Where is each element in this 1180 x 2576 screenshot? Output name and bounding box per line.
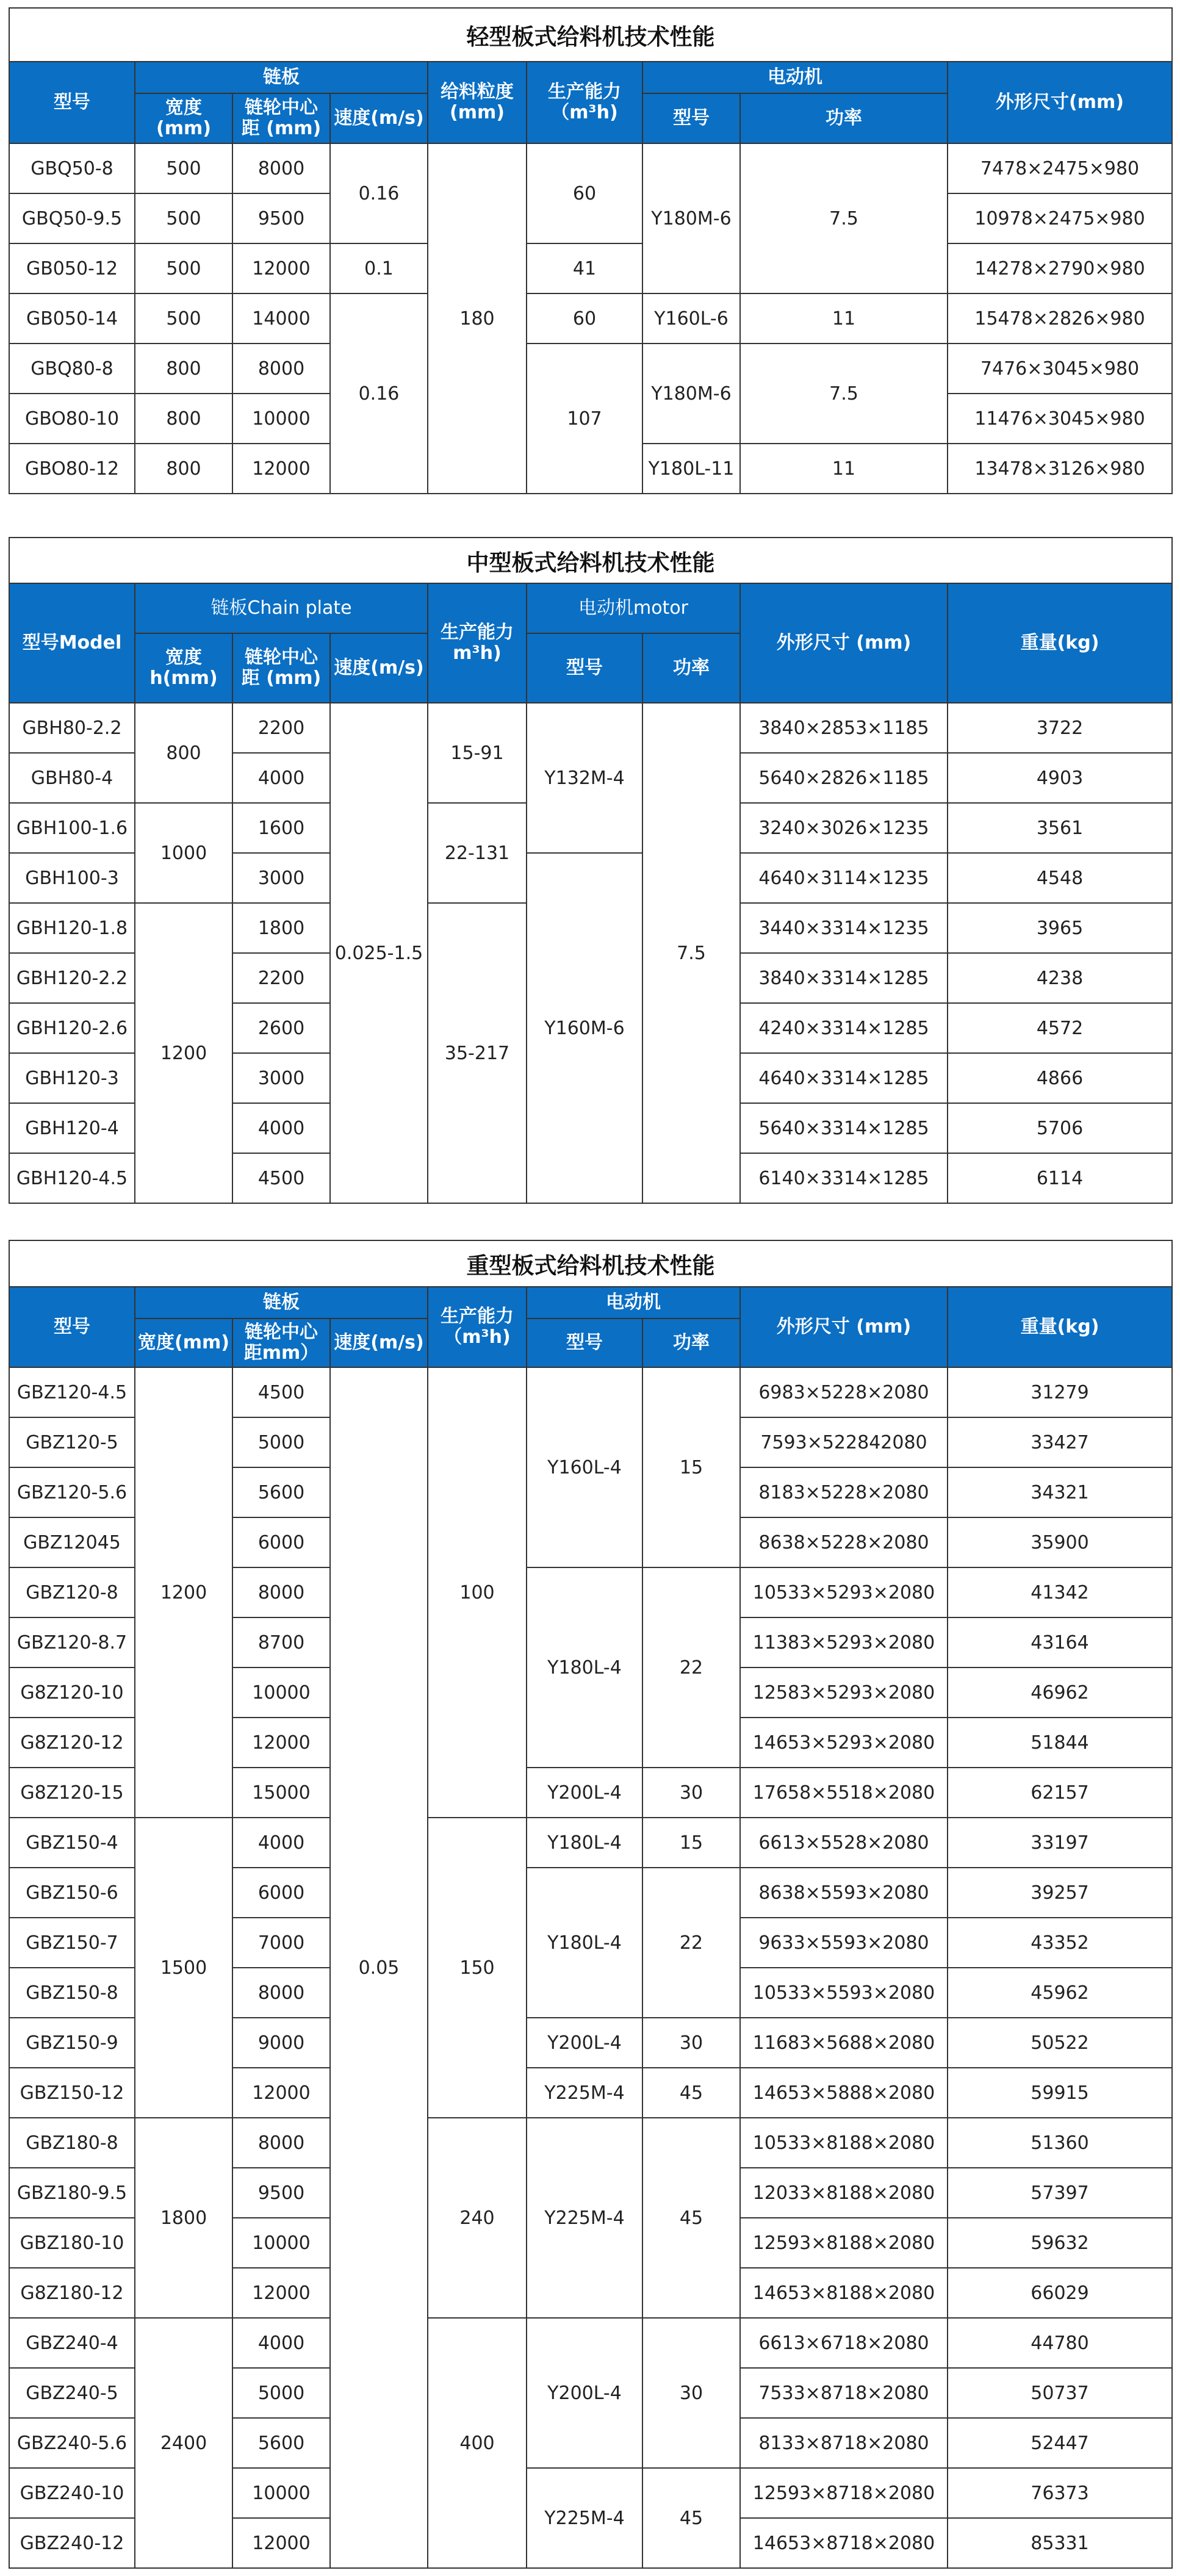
dimensions-cell: 10533×8188×2080 <box>740 2118 948 2168</box>
width-cell: 500 <box>135 243 232 293</box>
power-cell: 30 <box>642 1768 740 1818</box>
speed-cell: 0.05 <box>330 1367 428 2568</box>
model-cell: GBZ240-12 <box>9 2518 135 2568</box>
width-cell: 800 <box>135 344 232 394</box>
weight-cell: 39257 <box>948 1868 1172 1918</box>
dimensions-cell: 6613×5528×2080 <box>740 1818 948 1868</box>
power-cell: 7.5 <box>740 143 948 293</box>
power-cell: 22 <box>642 1567 740 1768</box>
table-row <box>9 2318 1172 2368</box>
model-cell: G8Z120-12 <box>9 1718 135 1768</box>
power-cell: 15 <box>642 1818 740 1868</box>
model-cell: GBZ240-5.6 <box>9 2418 135 2468</box>
center-cell: 3000 <box>232 1053 330 1103</box>
motor-model-cell: Y160L-6 <box>642 293 740 344</box>
dimensions-cell: 5640×3314×1285 <box>740 1103 948 1153</box>
motor-model-cell: Y180L-4 <box>527 1818 642 1868</box>
model-cell: GBZ240-4 <box>9 2318 135 2368</box>
table-row <box>9 243 1172 293</box>
header-speed: 速度(m/s) <box>330 93 428 143</box>
light-table-title: 轻型板式给料机技术性能 <box>9 8 1172 62</box>
model-cell: GBZ180-9.5 <box>9 2168 135 2218</box>
center-cell: 12000 <box>232 2268 330 2318</box>
weight-cell: 44780 <box>948 2318 1172 2368</box>
width-cell: 1200 <box>135 1367 232 1818</box>
light-feeder-table-block <box>9 7 1171 494</box>
center-cell: 4000 <box>232 1818 330 1868</box>
center-cell: 6000 <box>232 1517 330 1567</box>
weight-cell: 51360 <box>948 2118 1172 2168</box>
weight-cell: 3561 <box>948 803 1172 853</box>
width-cell: 500 <box>135 293 232 344</box>
center-cell: 5600 <box>232 1467 330 1517</box>
center-cell: 10000 <box>232 1668 330 1718</box>
header-width: 宽度 h(mm) <box>135 633 232 703</box>
header-sprocket-center: 链轮中心 距 (mm) <box>232 633 330 703</box>
weight-cell: 76373 <box>948 2468 1172 2518</box>
center-cell: 7000 <box>232 1918 330 1968</box>
center-cell: 6000 <box>232 1868 330 1918</box>
header-granularity: 给料粒度 (mm) <box>428 62 527 143</box>
dimensions-cell: 14653×8188×2080 <box>740 2268 948 2318</box>
header-model: 型号 <box>9 1287 135 1367</box>
weight-cell: 4903 <box>948 753 1172 803</box>
header-model: 型号 <box>9 62 135 143</box>
header-motor: 电动机motor <box>527 583 740 633</box>
power-cell: 30 <box>642 2318 740 2468</box>
dimensions-cell: 11383×5293×2080 <box>740 1617 948 1668</box>
center-cell: 8000 <box>232 143 330 193</box>
header-model: 型号Model <box>9 583 135 703</box>
header-sprocket-center: 链轮中心 距mm） <box>232 1319 330 1367</box>
width-cell: 1200 <box>135 903 232 1203</box>
header-dimensions: 外形尺寸(mm) <box>948 62 1172 143</box>
center-cell: 12000 <box>232 2518 330 2568</box>
capacity-cell: 35-217 <box>428 903 527 1203</box>
weight-cell: 33197 <box>948 1818 1172 1868</box>
center-cell: 5600 <box>232 2418 330 2468</box>
weight-cell: 43164 <box>948 1617 1172 1668</box>
motor-model-cell: Y225M-4 <box>527 2468 642 2568</box>
power-cell: 30 <box>642 2018 740 2068</box>
dimensions-cell: 15478×2826×980 <box>948 293 1172 344</box>
weight-cell: 4866 <box>948 1053 1172 1103</box>
center-cell: 10000 <box>232 2218 330 2268</box>
power-cell: 11 <box>740 444 948 494</box>
dimensions-cell: 8133×8718×2080 <box>740 2418 948 2468</box>
model-cell: GBO80-12 <box>9 444 135 494</box>
dimensions-cell: 3240×3026×1235 <box>740 803 948 853</box>
header-width: 宽度 (mm) <box>135 93 232 143</box>
dimensions-cell: 4640×3314×1285 <box>740 1053 948 1103</box>
dimensions-cell: 10533×5593×2080 <box>740 1968 948 2018</box>
dimensions-cell: 8183×5228×2080 <box>740 1467 948 1517</box>
motor-model-cell: Y180L-4 <box>527 1868 642 2018</box>
weight-cell: 3965 <box>948 903 1172 953</box>
model-cell: GBZ150-7 <box>9 1918 135 1968</box>
weight-cell: 4572 <box>948 1003 1172 1053</box>
medium-feeder-table-block <box>9 537 1171 1204</box>
dimensions-cell: 9633×5593×2080 <box>740 1918 948 1968</box>
motor-model-cell: Y225M-4 <box>527 2068 642 2118</box>
dimensions-cell: 12033×8188×2080 <box>740 2168 948 2218</box>
model-cell: GBZ120-8.7 <box>9 1617 135 1668</box>
header-weight: 重量(kg) <box>948 583 1172 703</box>
power-cell: 11 <box>740 293 948 344</box>
center-cell: 8700 <box>232 1617 330 1668</box>
model-cell: GBH120-4.5 <box>9 1153 135 1203</box>
weight-cell: 43352 <box>948 1918 1172 1968</box>
power-cell: 45 <box>642 2068 740 2118</box>
header-motor-model: 型号 <box>642 93 740 143</box>
dimensions-cell: 7533×8718×2080 <box>740 2368 948 2418</box>
center-cell: 9000 <box>232 2018 330 2068</box>
power-cell: 7.5 <box>642 703 740 1203</box>
weight-cell: 66029 <box>948 2268 1172 2318</box>
dimensions-cell: 3840×3314×1285 <box>740 953 948 1003</box>
width-cell: 1500 <box>135 1818 232 2118</box>
dimensions-cell: 11476×3045×980 <box>948 394 1172 444</box>
weight-cell: 57397 <box>948 2168 1172 2218</box>
table-row <box>9 1367 1172 1417</box>
model-cell: GBO80-10 <box>9 394 135 444</box>
heavy-table-title: 重型板式给料机技术性能 <box>9 1240 1172 1287</box>
motor-model-cell: Y180L-11 <box>642 444 740 494</box>
weight-cell: 4548 <box>948 853 1172 903</box>
table-row <box>9 143 1172 193</box>
header-chain-plate: 链板 <box>135 1287 428 1319</box>
header-power: 功率 <box>740 93 948 143</box>
speed-cell: 0.16 <box>330 143 428 243</box>
model-cell: GBZ150-6 <box>9 1868 135 1918</box>
model-cell: GBH80-2.2 <box>9 703 135 753</box>
center-cell: 10000 <box>232 394 330 444</box>
weight-cell: 51844 <box>948 1718 1172 1768</box>
motor-model-cell: Y200L-4 <box>527 2018 642 2068</box>
weight-cell: 50737 <box>948 2368 1172 2418</box>
capacity-cell: 107 <box>527 344 642 494</box>
dimensions-cell: 14653×8718×2080 <box>740 2518 948 2568</box>
width-cell: 500 <box>135 143 232 193</box>
dimensions-cell: 8638×5593×2080 <box>740 1868 948 1918</box>
capacity-cell: 150 <box>428 1818 527 2118</box>
model-cell: GBZ12045 <box>9 1517 135 1567</box>
weight-cell: 45962 <box>948 1968 1172 2018</box>
motor-model-cell: Y180L-4 <box>527 1567 642 1768</box>
center-cell: 5000 <box>232 1417 330 1467</box>
center-cell: 12000 <box>232 444 330 494</box>
center-cell: 2600 <box>232 1003 330 1053</box>
medium-feeder-table <box>9 537 1173 1204</box>
motor-model-cell: Y225M-4 <box>527 2118 642 2318</box>
weight-cell: 35900 <box>948 1517 1172 1567</box>
center-cell: 9500 <box>232 193 330 243</box>
weight-cell: 3722 <box>948 703 1172 753</box>
power-cell: 45 <box>642 2468 740 2568</box>
dimensions-cell: 11683×5688×2080 <box>740 2018 948 2068</box>
center-cell: 8000 <box>232 344 330 394</box>
capacity-cell: 22-131 <box>428 803 527 903</box>
weight-cell: 52447 <box>948 2418 1172 2468</box>
dimensions-cell: 4240×3314×1285 <box>740 1003 948 1053</box>
model-cell: GBQ50-9.5 <box>9 193 135 243</box>
center-cell: 12000 <box>232 2068 330 2118</box>
dimensions-cell: 3840×2853×1185 <box>740 703 948 753</box>
model-cell: GBH100-3 <box>9 853 135 903</box>
center-cell: 4500 <box>232 1367 330 1417</box>
model-cell: GBZ240-10 <box>9 2468 135 2518</box>
medium-table-title: 中型板式给料机技术性能 <box>9 538 1172 583</box>
power-cell: 15 <box>642 1367 740 1567</box>
dimensions-cell: 7476×3045×980 <box>948 344 1172 394</box>
dimensions-cell: 10533×5293×2080 <box>740 1567 948 1617</box>
motor-model-cell: Y200L-4 <box>527 1768 642 1818</box>
header-capacity: 生产能力 （m³h) <box>428 1287 527 1367</box>
header-speed: 速度(m/s) <box>330 1319 428 1367</box>
dimensions-cell: 5640×2826×1185 <box>740 753 948 803</box>
header-motor: 电动机 <box>642 62 948 93</box>
dimensions-cell: 14653×5293×2080 <box>740 1718 948 1768</box>
capacity-cell: 41 <box>527 243 642 293</box>
width-cell: 2400 <box>135 2318 232 2568</box>
speed-cell: 0.16 <box>330 293 428 494</box>
model-cell: GBH100-1.6 <box>9 803 135 853</box>
center-cell: 4000 <box>232 1103 330 1153</box>
center-cell: 12000 <box>232 243 330 293</box>
capacity-cell: 15-91 <box>428 703 527 803</box>
capacity-cell: 100 <box>428 1367 527 1818</box>
model-cell: G8Z180-12 <box>9 2268 135 2318</box>
dimensions-cell: 13478×3126×980 <box>948 444 1172 494</box>
weight-cell: 59632 <box>948 2218 1172 2268</box>
speed-cell: 0.025-1.5 <box>330 703 428 1203</box>
dimensions-cell: 10978×2475×980 <box>948 193 1172 243</box>
model-cell: GBZ120-8 <box>9 1567 135 1617</box>
model-cell: GBZ120-4.5 <box>9 1367 135 1417</box>
model-cell: GBH120-4 <box>9 1103 135 1153</box>
capacity-cell: 60 <box>527 293 642 344</box>
weight-cell: 4238 <box>948 953 1172 1003</box>
heavy-feeder-table <box>9 1240 1173 2569</box>
table-row <box>9 293 1172 344</box>
header-sprocket-center: 链轮中心 距 (mm) <box>232 93 330 143</box>
table-row <box>9 2118 1172 2168</box>
weight-cell: 62157 <box>948 1768 1172 1818</box>
weight-cell: 5706 <box>948 1103 1172 1153</box>
power-cell: 7.5 <box>740 344 948 444</box>
dimensions-cell: 4640×3114×1235 <box>740 853 948 903</box>
dimensions-cell: 6140×3314×1285 <box>740 1153 948 1203</box>
model-cell: G8Z120-15 <box>9 1768 135 1818</box>
dimensions-cell: 6613×6718×2080 <box>740 2318 948 2368</box>
dimensions-cell: 12583×5293×2080 <box>740 1668 948 1718</box>
weight-cell: 50522 <box>948 2018 1172 2068</box>
width-cell: 1800 <box>135 2118 232 2318</box>
model-cell: GBH120-3 <box>9 1053 135 1103</box>
header-chain-plate: 链板 <box>135 62 428 93</box>
header-chain-plate: 链板Chain plate <box>135 583 428 633</box>
header-motor-model: 型号 <box>527 633 642 703</box>
model-cell: GBZ150-8 <box>9 1968 135 2018</box>
center-cell: 4500 <box>232 1153 330 1203</box>
header-power: 功率 <box>642 633 740 703</box>
model-cell: GBH120-2.6 <box>9 1003 135 1053</box>
motor-model-cell: Y180M-6 <box>642 344 740 444</box>
power-cell: 22 <box>642 1868 740 2018</box>
center-cell: 4000 <box>232 2318 330 2368</box>
weight-cell: 33427 <box>948 1417 1172 1467</box>
width-cell: 800 <box>135 444 232 494</box>
center-cell: 10000 <box>232 2468 330 2518</box>
capacity-cell: 240 <box>428 2118 527 2318</box>
model-cell: GBH120-2.2 <box>9 953 135 1003</box>
header-motor-model: 型号 <box>527 1319 642 1367</box>
dimensions-cell: 7478×2475×980 <box>948 143 1172 193</box>
header-dimensions: 外形尺寸 (mm) <box>740 1287 948 1367</box>
model-cell: GBQ80-8 <box>9 344 135 394</box>
heavy-feeder-table-block <box>9 1240 1171 2569</box>
dimensions-cell: 8638×5228×2080 <box>740 1517 948 1567</box>
model-cell: GBH80-4 <box>9 753 135 803</box>
model-cell: GBZ180-8 <box>9 2118 135 2168</box>
weight-cell: 34321 <box>948 1467 1172 1517</box>
center-cell: 4000 <box>232 753 330 803</box>
table-row <box>9 703 1172 753</box>
model-cell: GB050-12 <box>9 243 135 293</box>
header-capacity: 生产能力 （m³h) <box>527 62 642 143</box>
header-speed: 速度(m/s) <box>330 633 428 703</box>
header-capacity: 生产能力 m³h) <box>428 583 527 703</box>
center-cell: 1800 <box>232 903 330 953</box>
model-cell: GBZ150-4 <box>9 1818 135 1868</box>
dimensions-cell: 7593×522842080 <box>740 1417 948 1467</box>
speed-cell: 0.1 <box>330 243 428 293</box>
header-power: 功率 <box>642 1319 740 1367</box>
model-cell: G8Z120-10 <box>9 1668 135 1718</box>
table-row <box>9 1818 1172 1868</box>
model-cell: GBQ50-8 <box>9 143 135 193</box>
center-cell: 8000 <box>232 2118 330 2168</box>
motor-model-cell: Y132M-4 <box>527 703 642 853</box>
center-cell: 12000 <box>232 1718 330 1768</box>
center-cell: 14000 <box>232 293 330 344</box>
model-cell: GB050-14 <box>9 293 135 344</box>
header-width: 宽度(mm) <box>135 1319 232 1367</box>
center-cell: 2200 <box>232 703 330 753</box>
model-cell: GBZ240-5 <box>9 2368 135 2418</box>
header-weight: 重量(kg) <box>948 1287 1172 1367</box>
granularity-cell: 180 <box>428 143 527 494</box>
weight-cell: 6114 <box>948 1153 1172 1203</box>
weight-cell: 31279 <box>948 1367 1172 1417</box>
model-cell: GBZ180-10 <box>9 2218 135 2268</box>
weight-cell: 41342 <box>948 1567 1172 1617</box>
weight-cell: 59915 <box>948 2068 1172 2118</box>
dimensions-cell: 12593×8188×2080 <box>740 2218 948 2268</box>
model-cell: GBH120-1.8 <box>9 903 135 953</box>
center-cell: 3000 <box>232 853 330 903</box>
power-cell: 45 <box>642 2118 740 2318</box>
header-motor: 电动机 <box>527 1287 740 1319</box>
center-cell: 5000 <box>232 2368 330 2418</box>
header-dimensions: 外形尺寸 (mm) <box>740 583 948 703</box>
center-cell: 15000 <box>232 1768 330 1818</box>
center-cell: 8000 <box>232 1968 330 2018</box>
center-cell: 1600 <box>232 803 330 853</box>
motor-model-cell: Y160M-6 <box>527 853 642 1203</box>
motor-model-cell: Y180M-6 <box>642 143 740 293</box>
center-cell: 9500 <box>232 2168 330 2218</box>
width-cell: 1000 <box>135 803 232 903</box>
capacity-cell: 60 <box>527 143 642 243</box>
dimensions-cell: 3440×3314×1235 <box>740 903 948 953</box>
model-cell: GBZ150-9 <box>9 2018 135 2068</box>
model-cell: GBZ150-12 <box>9 2068 135 2118</box>
model-cell: GBZ120-5.6 <box>9 1467 135 1517</box>
dimensions-cell: 14278×2790×980 <box>948 243 1172 293</box>
width-cell: 800 <box>135 394 232 444</box>
capacity-cell: 400 <box>428 2318 527 2568</box>
width-cell: 500 <box>135 193 232 243</box>
motor-model-cell: Y200L-4 <box>527 2318 642 2468</box>
table-row <box>9 344 1172 394</box>
weight-cell: 85331 <box>948 2518 1172 2568</box>
center-cell: 8000 <box>232 1567 330 1617</box>
dimensions-cell: 6983×5228×2080 <box>740 1367 948 1417</box>
center-cell: 2200 <box>232 953 330 1003</box>
dimensions-cell: 14653×5888×2080 <box>740 2068 948 2118</box>
dimensions-cell: 12593×8718×2080 <box>740 2468 948 2518</box>
light-feeder-table <box>9 7 1173 494</box>
weight-cell: 46962 <box>948 1668 1172 1718</box>
model-cell: GBZ120-5 <box>9 1417 135 1467</box>
width-cell: 800 <box>135 703 232 803</box>
dimensions-cell: 17658×5518×2080 <box>740 1768 948 1818</box>
motor-model-cell: Y160L-4 <box>527 1367 642 1567</box>
